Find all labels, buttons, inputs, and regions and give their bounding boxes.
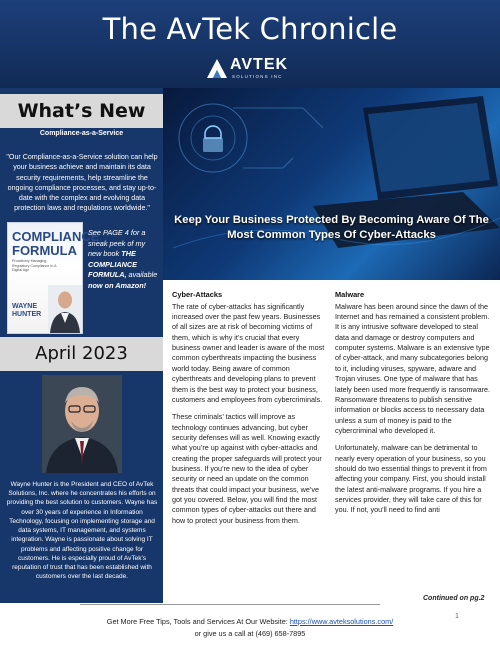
- logo-subtitle: SOLUTIONS INC: [232, 74, 283, 79]
- section-heading-cyber-attacks: Cyber-Attacks: [172, 290, 223, 299]
- book-blurb-intro: See PAGE 4 for a sneak peek of my new book: [88, 228, 146, 259]
- book-blurb-title: THE COMPLIANCE FORMULA,: [88, 249, 138, 280]
- book-subtitle: Proactively Managing Regulatory Compliance In A Digital Age: [12, 259, 57, 273]
- hero-image: [163, 88, 500, 280]
- article-paragraph: These criminals’ tactics will improve as technology continues advancing, but cyber security defenses will as well. Knowing exactly what you’re up against with cyber-attacks and creating the proper safeguards will protect your business. If you’re new to the idea of cyber security or need an update on the common threats that could impact your business, we’ve got you covered. Below, you will find the most common types of cyber-attacks out there and how to protect your business from them.: [172, 412, 322, 525]
- article-column-left: [172, 290, 326, 533]
- avtek-logo-icon: [206, 58, 228, 80]
- article-paragraph: The rate of cyber-attacks has significantly increased over the past few years. Businesses of all sizes are at risk of becoming victims of them, which is why it’s crucial that every business owner and leader is aware of the most common cyberthreats impacting the business world today. Being aware of common cyberthreats and developing plans to prevent them is the best way to protect your business, customers and employees from cybercriminals.: [172, 301, 325, 404]
- footer-divider: [80, 604, 380, 605]
- footer-line-1: [0, 617, 500, 626]
- whats-new-heading: What’s New: [0, 94, 163, 128]
- book-author: WAYNE HUNTER: [12, 303, 42, 318]
- logo-name: AVTEK: [230, 56, 289, 73]
- service-quote: "Our Compliance-as-a-Service solution can help your business achieve and maintain its data security requirements, help streamline the ongoing compliance processes, and stay up-to-date with the complex and evolving data protection laws and regulations worldwide.": [6, 153, 158, 213]
- article-column-right: [335, 290, 493, 523]
- ceo-portrait: [42, 375, 122, 473]
- book-blurb-availability: now on Amazon!: [88, 280, 147, 290]
- book-blurb: [88, 228, 160, 291]
- section-heading-malware: Malware: [335, 290, 365, 299]
- masthead: [0, 0, 500, 88]
- page-number: 1: [455, 613, 459, 620]
- footer-line-2: or give us a call at (469) 658-7895: [194, 629, 306, 638]
- book-blurb-middle: available: [126, 270, 158, 280]
- book-title-line2: FORMULA: [12, 243, 77, 258]
- newsletter-title: The AvTek Chronicle: [102, 12, 398, 46]
- sidebar: [0, 88, 163, 603]
- article-paragraph: Malware has been around since the dawn of the Internet and has remained a consistent problem. It is any intrusive software developed to steal data and damage or destroy computers and computer systems. Malware is an extensive type of cyber-attack, and many subcategories belong to it, including viruses, spyware, adware and Trojan viruses. One type of malware that has lately been used more frequently is ransomware. Ransomware threatens to publish sensitive information or blocks access to necessary data unless a sum of money is paid to the cybercriminal who developed it.: [335, 301, 491, 435]
- service-title: Compliance-as-a-Service: [39, 130, 124, 137]
- hero-headline: Keep Your Business Protected By Becoming Aware Of The Most Common Types Of Cyber-Attacks: [174, 214, 489, 241]
- article-paragraph: Unfortunately, malware can be detrimental to nearly every operation of your business, so you should do two essential things to prevent it from affecting your company. First, you should install the latest anti-malware programs. If you hire a services provider, they will take care of this for you. If not, you'll need to find anti: [335, 443, 487, 515]
- ceo-bio: Wayne Hunter is the President and CEO of AvTek Solutions, Inc. where he concentrates his efforts on providing the best solution to customers. Wayne has over 30 years of experience in Information Technology, focusing on implementing storage and data systems, IT management, and systems integration. Wayne is passionate about solving IT problems and affecting positive change for customers. He is especially proud of AvTek's reputation of trust that has been established with customers over the last decade.: [6, 481, 158, 581]
- book-cover: [7, 222, 100, 334]
- continued-note: Continued on pg.2: [423, 595, 485, 602]
- cyber-illustration: [163, 88, 500, 280]
- website-link[interactable]: https://www.avteksolutions.com/: [289, 617, 394, 626]
- issue-date-heading: April 2023: [0, 337, 163, 371]
- footer-website-prefix: Get More Free Tips, Tools and Services At Our Website:: [106, 617, 290, 626]
- author-photo-small: [48, 285, 82, 333]
- book-title-line1: COMPLIANCE: [12, 229, 100, 244]
